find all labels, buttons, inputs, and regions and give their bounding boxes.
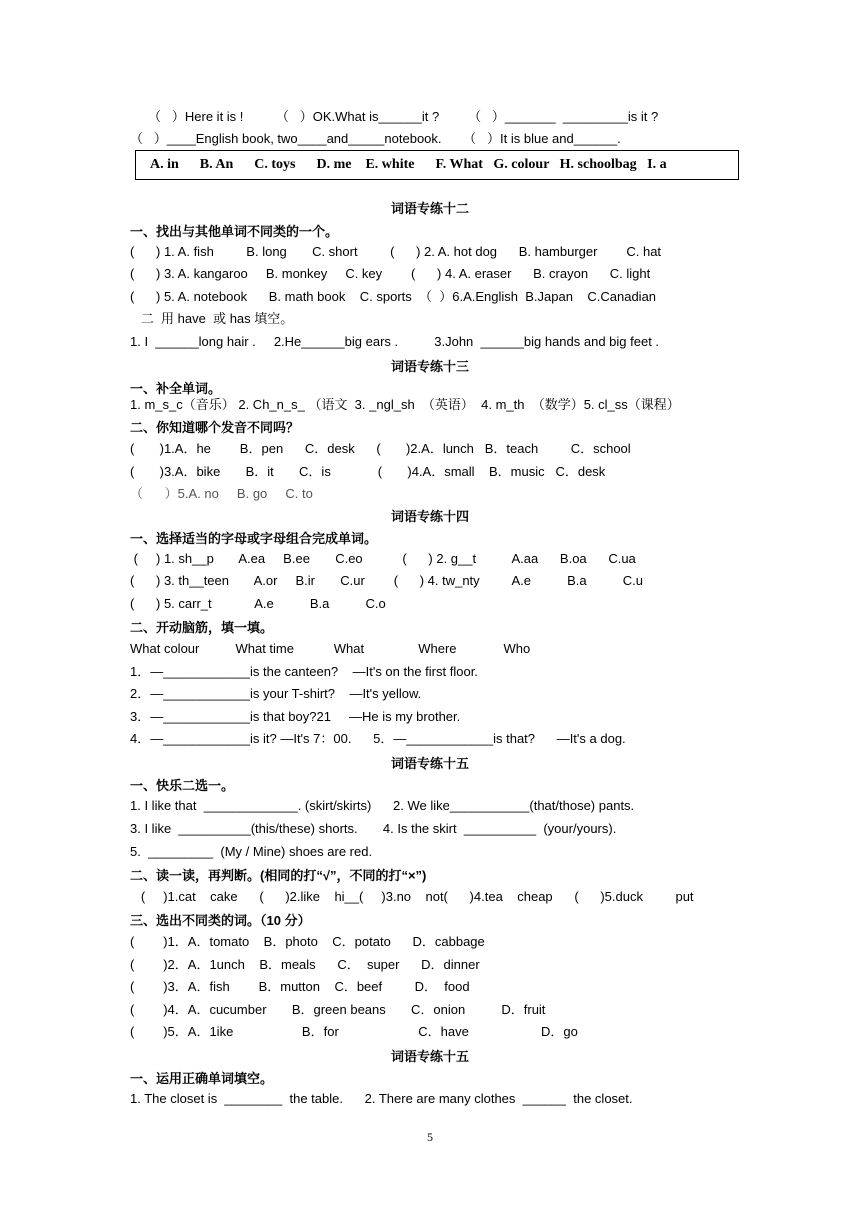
section-title: 词语专练十五 [390,1049,469,1064]
exercise-line: ( ) 5. A. notebook B. math book C. sports （ ）6.A.English B.Japan C.Canadian [130,289,657,304]
section-heading: 二、开动脑筋，填一填。 [130,620,274,635]
section-title: 词语专练十五 [390,756,469,771]
exercise-line: ( )5．A．1ike B．for C．have D．go [130,1024,578,1039]
exercise-line: 1. I ______long hair . 2.He______big ears . 3.John ______big hands and big feet . [130,334,660,349]
exercise-line: ( ) 3. th__teen A.or B.ir C.ur ( ) 4. tw_nty A.e B.a C.u [130,573,643,588]
exercise-line: 1. I like that _____________. (skirt/skirts) 2. We like___________(that/those) pants. [130,798,635,813]
exercise-line: 3. I like __________(this/these) shorts. 4. Is the skirt __________ (your/yours). [130,821,617,836]
exercise-line: 1．—____________is the canteen? —It's on the first floor. [130,664,478,679]
exercise-line: （ ）5.A. no B. go C. to [130,486,313,501]
exercise-line: 5. _________ (My / Mine) shoes are red. [130,844,373,859]
section-heading: 一、运用正确单词填空。 [130,1071,274,1086]
exercise-line: ( ) 3. A. kangaroo B. monkey C. key ( ) 4. A. eraser B. crayon C. light [130,266,651,281]
exercise-line: ( )1.A．he B．pen C．desk ( )2.A．lunch B．teach C．school [130,441,631,456]
exercise-line: ( )4．A．cucumber B．green beans C．onion D．fruit [130,1002,546,1017]
section-title: 词语专练十三 [390,359,469,374]
section-heading: 一、找出与其他单词不同类的一个。 [130,224,339,239]
option-box: A. in B. An C. toys D. me E. white F. What G. colour H. schoolbag I. a [135,150,739,180]
section-title: 词语专练十四 [390,509,469,524]
exercise-line: 1. m_s_c（音乐） 2. Ch_n_s_ （语文 3. _ngl_sh （英语） 4. m_th （数学）5. cl_ss（课程） [130,397,680,412]
exercise-line: ( ) 1. A. fish B. long C. short ( ) 2. A. hot dog B. hamburger C. hat [130,244,662,259]
exercise-line: ( ) 5. carr_t A.e B.a C.o [130,596,386,611]
exercise-line: ( )1．A．tomato B．photo C．potato D．cabbage [130,934,485,949]
exercise-line: 3．—____________is that boy?21 —He is my brother. [130,709,461,724]
exercise-line: ( ) 1. sh__p A.ea B.ee C.eo ( ) 2. g__t A.aa B.oa C.ua [130,551,636,566]
exercise-line: ( )3．A．fish B．mutton C．beef D． food [130,979,470,994]
section-heading: 一、补全单词。 [130,381,222,396]
exercise-line: ( )1.cat cake ( )2.like hi__( )3.no not( )4.tea cheap ( )5.duck put [130,889,694,904]
word-bank: What colour What time What Where Who [130,641,531,656]
exercise-line: （ ）____English book, two____and_____notebook. （ ）It is blue and______. [130,131,621,146]
section-title: 词语专练十二 [390,201,469,216]
exercise-line: ( )2．A．1unch B．meals C． super D．dinner [130,957,480,972]
section-heading: 二 用 have 或 has 填空。 [130,311,294,326]
page-number: 5 [427,1130,433,1144]
section-heading: 一、快乐二选一。 [130,778,235,793]
section-heading: 二、你知道哪个发音不同吗？ [130,420,300,435]
exercise-line: 2．—____________is your T-shirt? —It's yellow. [130,686,422,701]
section-heading: 二、读一读，再判断。(相同的打“√”，不同的打“×”) [130,868,427,883]
exercise-line: 1. The closet is ________ the table. 2. There are many clothes ______ the closet. [130,1091,633,1106]
exercise-line: （ ）Here it is ! （ ）OK.What is______it ? （ ）_______ _________is it ? [130,109,659,124]
exercise-line: 4．—____________is it? —It's 7：00. 5．—____________is that? —It's a dog. [130,731,626,746]
exercise-line: ( )3.A．bike B．it C．is ( )4.A．small B．music C．desk [130,464,606,479]
section-heading: 一、选择适当的字母或字母组合完成单词。 [130,531,378,546]
section-heading: 三、选出不同类的词。（10 分） [130,913,311,928]
